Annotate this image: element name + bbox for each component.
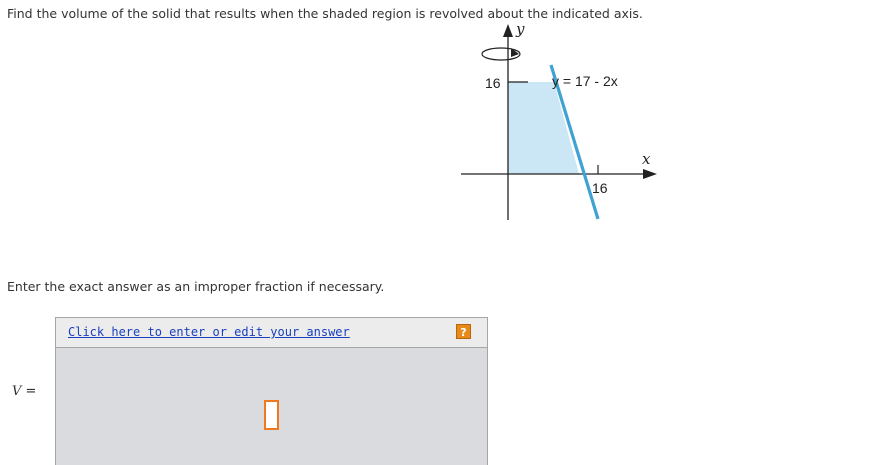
help-icon[interactable]: ? xyxy=(456,324,471,339)
question-text: Find the volume of the solid that results when the shaded region is revolved about the indicated axis. xyxy=(7,6,643,21)
y-intercept-label: 16 xyxy=(485,75,501,91)
instruction-text: Enter the exact answer as an improper fraction if necessary. xyxy=(7,279,385,294)
answer-input[interactable] xyxy=(264,400,279,430)
x-axis-label: x xyxy=(642,150,651,168)
x-intercept-label: 16 xyxy=(592,180,608,196)
equation-label: y = 17 - 2x xyxy=(552,73,618,89)
y-axis-label: y xyxy=(516,20,525,38)
rotation-arrow-icon xyxy=(482,48,520,60)
answer-variable-label xyxy=(12,384,36,399)
variable-name: V xyxy=(12,384,22,399)
x-axis-arrow xyxy=(643,169,657,179)
y-axis-arrow xyxy=(503,24,513,37)
edit-answer-link[interactable]: Click here to enter or edit your answer xyxy=(68,325,350,339)
shaded-region xyxy=(508,82,579,174)
answer-panel[interactable] xyxy=(55,317,488,465)
equals-sign: = xyxy=(25,384,37,399)
answer-header xyxy=(56,318,487,348)
region-graph xyxy=(455,18,675,228)
